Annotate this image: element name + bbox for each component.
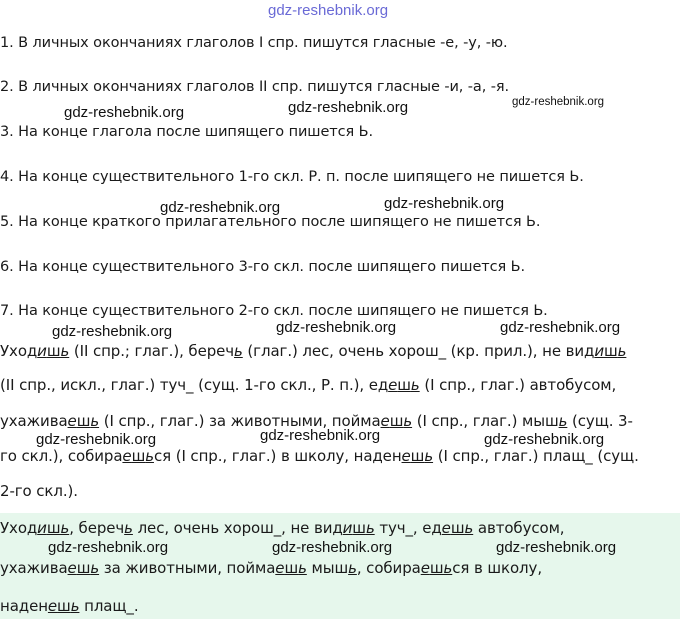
watermark: gdz-reshebnik.org: [288, 99, 409, 116]
watermark: gdz-reshebnik.org: [268, 2, 389, 19]
rule-7: 7. На конце существительного 2-го скл. после шипящего не пишется Ь.: [0, 303, 548, 319]
ending-consonant: ш: [352, 519, 366, 537]
analysis-line-1: Уходишь (II спр.; глаг.), беречь (глаг.) лес, очень хорош_ (кр. прил.), не видишь: [0, 342, 627, 360]
watermark: gdz-reshebnik.org: [260, 427, 381, 444]
analysis-line-2: (II спр., искл., глаг.) туч_ (сущ. 1-го скл., Р. п.), едешь (I спр., глаг.) автобусом,: [0, 376, 617, 394]
soft-sign: ь: [348, 559, 357, 577]
soft-sign: ь: [464, 519, 474, 537]
watermark: gdz-reshebnik.org: [64, 104, 185, 121]
soft-sign: ь: [558, 412, 568, 430]
ending-consonant: ш: [76, 559, 91, 577]
soft-sign: ь: [60, 342, 70, 360]
ending-consonant: ш: [397, 376, 411, 394]
rule-2: 2. В личных окончаниях глаголов II спр. пишутся гласные -и, -а, -я.: [0, 79, 509, 95]
soft-sign: ь: [124, 519, 133, 537]
watermark: gdz-reshebnik.org: [48, 539, 169, 556]
soft-sign: ь: [443, 559, 453, 577]
watermark: gdz-reshebnik.org: [160, 199, 281, 216]
soft-sign: ь: [365, 519, 375, 537]
watermark: gdz-reshebnik.org: [500, 319, 621, 336]
watermark: gdz-reshebnik.org: [484, 431, 605, 448]
ending-vowel: е: [47, 597, 58, 615]
ending-consonant: ш: [410, 447, 425, 465]
watermark: gdz-reshebnik.org: [52, 323, 173, 340]
watermark: gdz-reshebnik.org: [36, 431, 157, 448]
ending-vowel: е: [122, 447, 132, 465]
ending-consonant: ш: [603, 342, 618, 360]
ending-vowel: е: [420, 559, 430, 577]
analysis-line-4: го скл.), собираешься (I спр., глаг.) в школу, наденешь (I спр., глаг.) плащ_ (сущ.: [0, 447, 639, 465]
soft-sign: ь: [90, 412, 100, 430]
ending-consonant: ш: [429, 559, 444, 577]
ending-vowel: е: [441, 519, 451, 537]
analysis-line-5: 2-го скл.).: [0, 482, 78, 500]
ending-consonant: ш: [450, 519, 465, 537]
rule-4: 4. На конце существительного 1-го скл. Р. п. после шипящего не пишется Ь.: [0, 169, 584, 185]
answer-block: [0, 513, 680, 619]
soft-sign: ь: [617, 342, 627, 360]
ending-consonant: ш: [389, 412, 404, 430]
soft-sign: ь: [410, 376, 420, 394]
ending-vowel: и: [37, 519, 47, 537]
soft-sign: ь: [234, 342, 243, 360]
ending-vowel: и: [342, 519, 353, 537]
ending-consonant: ш: [284, 559, 299, 577]
ending-consonant: ш: [131, 447, 146, 465]
ending-consonant: ш: [46, 519, 61, 537]
ending-consonant: ш: [46, 342, 61, 360]
rule-3: 3. На конце глагола после шипящего пишется Ь.: [0, 124, 373, 140]
ending-vowel: и: [594, 342, 604, 360]
ending-vowel: и: [37, 342, 47, 360]
soft-sign: ь: [298, 559, 307, 577]
ending-vowel: е: [67, 559, 77, 577]
analysis-line-3: ухаживаешь (I спр., глаг.) за животными, поймаешь (I спр., глаг.) мышь (сущ. 3-: [0, 412, 633, 430]
watermark: gdz-reshebnik.org: [276, 319, 397, 336]
watermark: gdz-reshebnik.org: [512, 96, 605, 108]
soft-sign: ь: [90, 559, 100, 577]
rule-6: 6. На конце существительного 3-го скл. после шипящего пишется Ь.: [0, 259, 525, 275]
watermark: gdz-reshebnik.org: [384, 195, 505, 212]
ending-consonant: ш: [57, 597, 71, 615]
ending-vowel: е: [388, 376, 398, 394]
soft-sign: ь: [403, 412, 413, 430]
answer-line-1: Уходишь, беречь лес, очень хорош_, не видишь туч_, едешь автобусом,: [0, 519, 565, 537]
answer-line-3: наденешь плащ_.: [0, 597, 139, 615]
ending-vowel: е: [275, 559, 285, 577]
ending-vowel: е: [67, 412, 77, 430]
answer-line-2: ухаживаешь за животными, поймаешь мышь, собираешься в школу,: [0, 559, 542, 577]
ending-vowel: е: [380, 412, 390, 430]
ending-consonant: ш: [76, 412, 91, 430]
soft-sign: ь: [60, 519, 70, 537]
watermark: gdz-reshebnik.org: [496, 539, 617, 556]
soft-sign: ь: [145, 447, 154, 465]
rule-1: 1. В личных окончаниях глаголов I спр. пишутся гласные -е, -у, -ю.: [0, 35, 508, 51]
ending-vowel: е: [401, 447, 411, 465]
rule-5: 5. На конце краткого прилагательного после шипящего не пишется Ь.: [0, 214, 541, 230]
soft-sign: ь: [424, 447, 434, 465]
soft-sign: ь: [70, 597, 80, 615]
watermark: gdz-reshebnik.org: [272, 539, 393, 556]
